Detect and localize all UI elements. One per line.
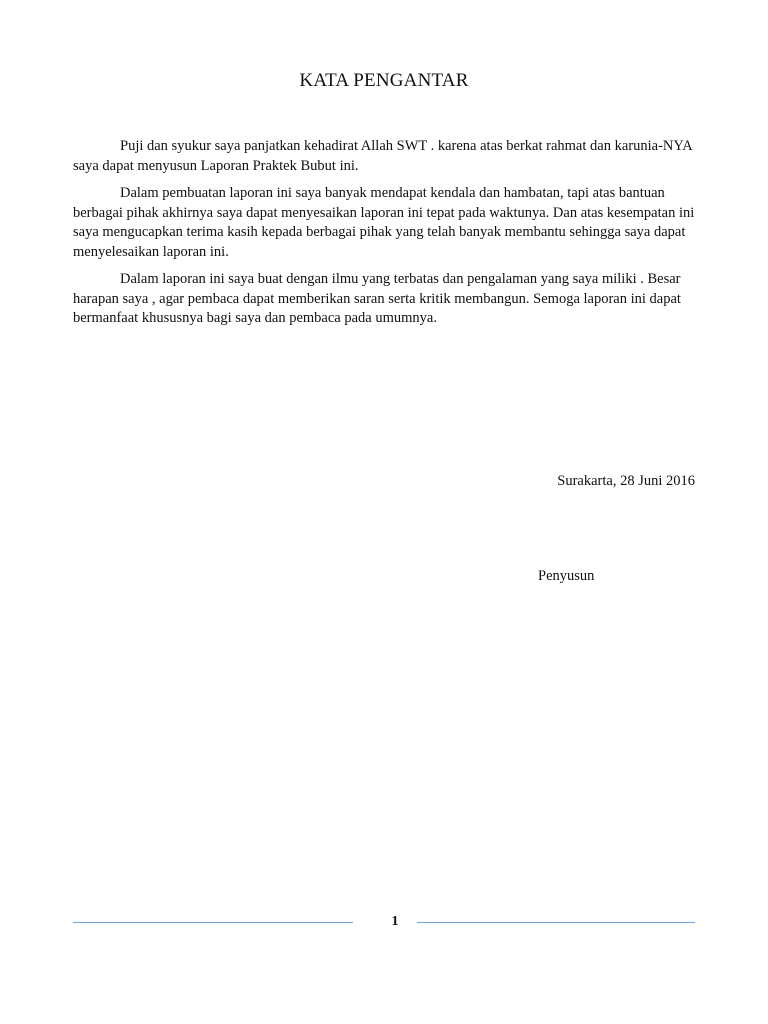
- paragraph-3: Dalam laporan ini saya buat dengan ilmu yang terbatas dan pengalaman yang saya miliki . Besar harapan saya , agar pembaca dapat memberikan saran serta kritik membangun. Semoga laporan ini dapat bermanfaat khususnya bagi saya dan pembaca pada umumnya.: [73, 271, 681, 326]
- author-role: Penyusun: [538, 568, 595, 584]
- paragraph-2: Dalam pembuatan laporan ini saya banyak mendapat kendala dan hambatan, tapi atas bantuan berbagai pihak akhirnya saya dapat menyesaikan laporan ini tepat pada waktunya. Dan atas kesempatan ini saya mengucapkan terima kasih kepada berbagai pihak yang telah banyak membantu sehingga saya dapat menyelesaikan laporan ini.: [73, 185, 695, 260]
- page-number: 1: [391, 914, 399, 929]
- place-date: Surakarta, 28 Juni 2016: [557, 473, 695, 489]
- footer-rule-right: [417, 922, 695, 923]
- footer-rule-left: [73, 922, 353, 923]
- body-text: [73, 137, 699, 337]
- document-title: KATA PENGANTAR: [299, 70, 469, 91]
- paragraph-1: Puji dan syukur saya panjatkan kehadirat Allah SWT . karena atas berkat rahmat dan karunia-NYA saya dapat menyusun Laporan Praktek Bubut ini.: [73, 138, 692, 174]
